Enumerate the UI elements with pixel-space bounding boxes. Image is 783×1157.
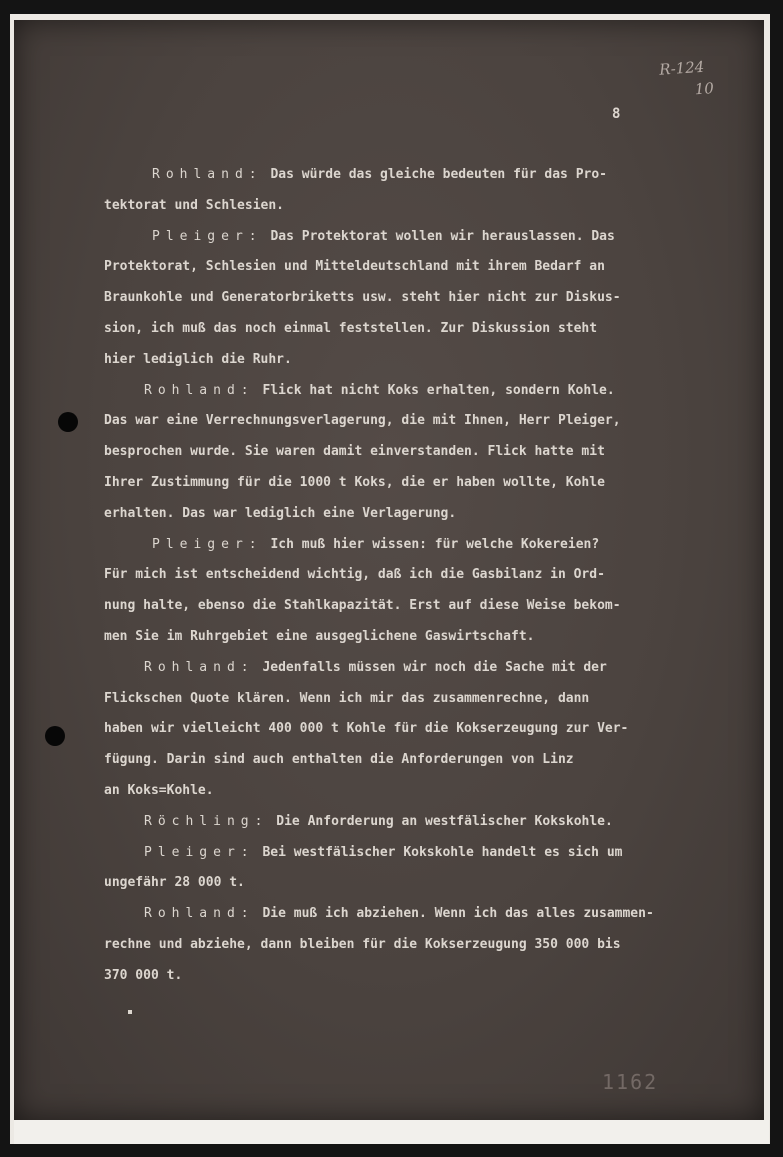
text-line [104, 684, 724, 715]
transcript-body [104, 160, 724, 992]
line-text: Flickschen Quote klären. Wenn ich mir das zusammenrechne, dann [104, 690, 590, 706]
archive-mark-line: 10 [694, 79, 715, 99]
speaker-name: Pleiger: [152, 228, 263, 244]
text-line [104, 222, 724, 253]
line-text: Ihrer Zustimmung für die 1000 t Koks, die er haben wollte, Kohle [104, 474, 605, 490]
line-text: erhalten. Das war lediglich eine Verlagerung. [104, 505, 457, 521]
line-text: Braunkohle und Generatorbriketts usw. steht hier nicht zur Diskus- [104, 290, 621, 306]
text-line [104, 530, 724, 561]
line-text: Das war eine Verrechnungsverlagerung, die mit Ihnen, Herr Pleiger, [104, 413, 621, 429]
page-number: 8 [612, 106, 621, 122]
line-text: tektorat und Schlesien. [104, 197, 285, 213]
speaker-name: Pleiger: [152, 536, 263, 552]
text-line [104, 653, 724, 684]
text-line [104, 160, 724, 191]
handwritten-archive-mark [659, 53, 742, 102]
line-text: Flick hat nicht Koks erhalten, sondern Kohle. [254, 382, 615, 398]
text-line [104, 314, 724, 345]
stray-mark [128, 1010, 132, 1014]
speaker-name: Rohland: [152, 167, 263, 182]
paper-bottom-strip [14, 1120, 769, 1144]
line-text: besprochen wurde. Sie waren damit einverstanden. Flick hatte mit [104, 444, 605, 460]
line-text: sion, ich muß das noch einmal feststellen. Zur Diskussion steht [104, 320, 598, 336]
text-line [104, 468, 724, 499]
text-line [104, 345, 724, 376]
speaker-name: Rohland: [144, 382, 255, 398]
line-text: Protektorat, Schlesien und Mitteldeutschland mit ihrem Bedarf an [104, 259, 605, 275]
line-text: Das Protektorat wollen wir herauslassen. Das [262, 228, 615, 244]
line-text: Bei westfälischer Kokskohle handelt es sich um [254, 844, 623, 860]
line-text: ungefähr 28 000 t. [104, 875, 245, 891]
line-text: hier lediglich die Ruhr. [104, 351, 292, 367]
archive-mark-line: R-124 [658, 57, 705, 79]
text-line [104, 591, 724, 622]
line-text: Für mich ist entscheidend wichtig, daß ich die Gasbilanz in Ord- [104, 567, 605, 583]
text-line [104, 838, 724, 869]
line-text: Das würde das gleiche bedeuten für das Pro- [262, 167, 607, 182]
line-text: Die Anforderung an westfälischer Kokskohle. [268, 813, 613, 829]
punch-hole-icon [58, 412, 78, 432]
line-text: haben wir vielleicht 400 000 t Kohle für die Kokserzeugung zur Ver- [104, 721, 629, 737]
text-line [104, 499, 724, 530]
text-line [104, 252, 724, 283]
text-line [104, 961, 724, 992]
speaker-name: Pleiger: [144, 844, 255, 860]
text-line [104, 406, 724, 437]
text-line [104, 437, 724, 468]
speaker-name: Rohland: [144, 906, 255, 922]
text-line [104, 899, 724, 930]
line-text: Ich muß hier wissen: für welche Kokereien? [262, 536, 600, 552]
line-text: Die muß ich abziehen. Wenn ich das alles zusammen- [254, 906, 654, 922]
text-line [104, 714, 724, 745]
line-text: nung halte, ebenso die Stahlkapazität. Erst auf diese Weise bekom- [104, 598, 621, 614]
line-text: men Sie im Ruhrgebiet eine ausgeglichene Gaswirtschaft. [104, 628, 535, 644]
text-line [104, 745, 724, 776]
text-line [104, 807, 724, 838]
speaker-name: Rohland: [144, 659, 255, 675]
line-text: 370 000 t. [104, 967, 183, 983]
text-line [104, 930, 724, 961]
text-line [104, 283, 724, 314]
text-line [104, 191, 724, 222]
line-text: rechne und abziehe, dann bleiben für die Kokserzeugung 350 000 bis [104, 936, 621, 952]
speaker-name: Röchling: [144, 813, 269, 829]
text-line [104, 622, 724, 653]
text-line [104, 376, 724, 407]
punch-hole-icon [45, 726, 65, 746]
text-line [104, 776, 724, 807]
text-line [104, 560, 724, 591]
stamp-number: 1162 [602, 1070, 659, 1094]
line-text: an Koks=Kohle. [104, 782, 214, 798]
line-text: fügung. Darin sind auch enthalten die Anforderungen von Linz [104, 752, 574, 768]
text-line [104, 868, 724, 899]
line-text: Jedenfalls müssen wir noch die Sache mit der [254, 659, 607, 675]
